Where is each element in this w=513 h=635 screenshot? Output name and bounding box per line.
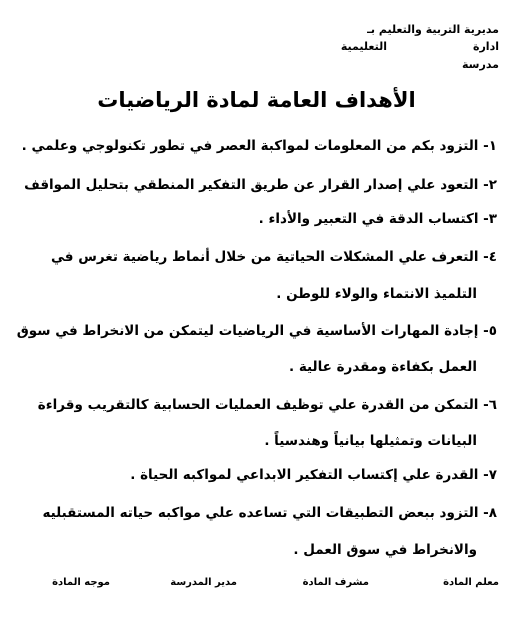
signature-subject-supervisor: مشرف المادة xyxy=(302,577,369,588)
objective-5-continued: العمل بكفاءة ومقدرة عالية . xyxy=(289,359,477,375)
objective-8: ٨- التزود ببعض التطبيقات التي تساعده علي مواكبه حياته المستقبليه xyxy=(42,505,497,521)
objective-1: ١- التزود بكم من المعلومات لمواكبة العصر في تطور تكنولوجي وعلمي . xyxy=(21,138,497,154)
objective-8-continued: والانخراط في سوق العمل . xyxy=(293,542,477,558)
objective-4: ٤- التعرف علي المشكلات الحياتية من خلال أنماط رياضية تغرس في xyxy=(51,249,497,265)
page-title: الأهداف العامة لمادة الرياضيات xyxy=(97,88,416,112)
objective-5: ٥- إجادة المهارات الأساسية في الرياضيات ليتمكن من الانخراط في سوق xyxy=(16,323,497,339)
objective-6-continued: البيانات وتمثيلها بيانياً وهندسياً . xyxy=(264,433,477,449)
objective-2: ٢- التعود علي إصدار القرار عن طريق التفكير المنطقي بتحليل المواقف xyxy=(24,177,497,193)
objective-4-continued: التلميذ الانتماء والولاء للوطن . xyxy=(276,286,477,302)
signature-school-principal: مدير المدرسة xyxy=(170,577,237,588)
objective-6: ٦- التمكن من القدرة علي توظيف العمليات الحسابية كالتقريب وقراءة xyxy=(37,397,497,413)
header-directorate: مديرية التربية والتعليم بـ xyxy=(367,23,499,36)
signature-subject-teacher: معلم المادة xyxy=(443,577,499,588)
header-school: مدرسة xyxy=(462,58,499,71)
objective-7: ٧- القدرة علي إكتساب التفكير الابداعي لمواكبه الحياة . xyxy=(130,467,497,483)
header-educational: التعليمية xyxy=(340,40,387,53)
objective-3: ٣- اكتساب الدقة في التعبير والأداء . xyxy=(258,211,497,227)
signature-subject-director: موجه المادة xyxy=(52,577,110,588)
header-administration: ادارة xyxy=(472,40,499,53)
